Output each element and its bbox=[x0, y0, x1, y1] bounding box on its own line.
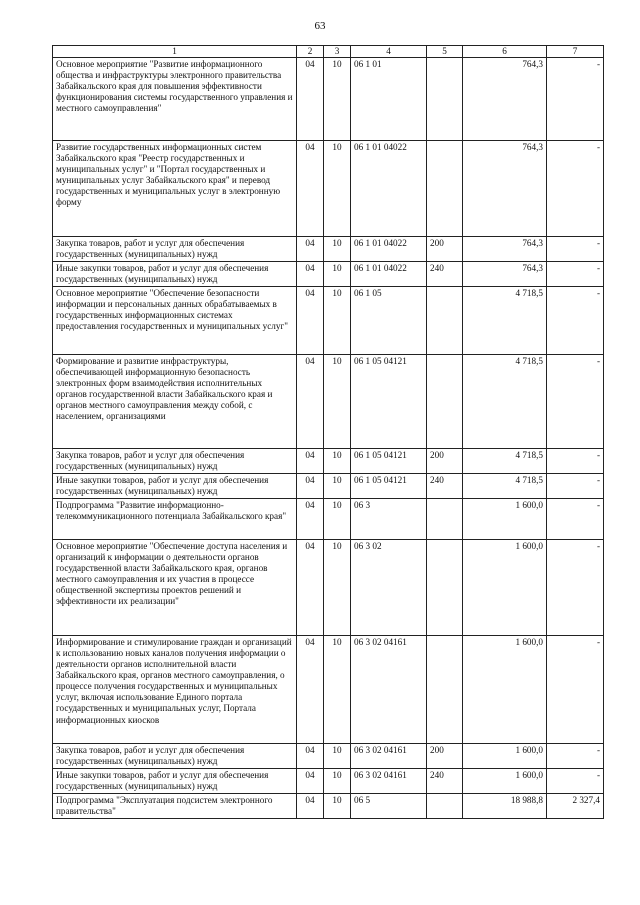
row-amount-cell: 1 600,0 bbox=[463, 636, 547, 744]
col-header-7: 7 bbox=[547, 46, 604, 58]
row-target-code-cell: 06 5 bbox=[351, 794, 427, 819]
row-expense-type-cell bbox=[427, 540, 463, 636]
table-row bbox=[53, 449, 604, 474]
row-amount-extra-cell: - bbox=[547, 262, 604, 287]
row-section-cell: 04 bbox=[297, 449, 324, 474]
row-amount-extra-cell: - bbox=[547, 474, 604, 499]
row-subsection-cell: 10 bbox=[324, 262, 351, 287]
row-amount-extra-cell: - bbox=[547, 499, 604, 540]
row-section-cell: 04 bbox=[297, 499, 324, 540]
row-subsection-cell: 10 bbox=[324, 540, 351, 636]
row-subsection-cell: 10 bbox=[324, 794, 351, 819]
row-target-code-cell: 06 1 05 04121 bbox=[351, 355, 427, 449]
table-body bbox=[53, 58, 604, 819]
row-name-cell: Закупка товаров, работ и услуг для обеспечения государственных (муниципальных) нужд bbox=[53, 237, 297, 262]
table-row bbox=[53, 499, 604, 540]
row-expense-type-cell: 240 bbox=[427, 474, 463, 499]
row-target-code-cell: 06 1 01 bbox=[351, 58, 427, 141]
row-target-code-cell: 06 3 bbox=[351, 499, 427, 540]
row-section-cell: 04 bbox=[297, 58, 324, 141]
row-subsection-cell: 10 bbox=[324, 769, 351, 794]
table-row bbox=[53, 262, 604, 287]
row-subsection-cell: 10 bbox=[324, 636, 351, 744]
row-expense-type-cell bbox=[427, 636, 463, 744]
row-amount-cell: 4 718,5 bbox=[463, 355, 547, 449]
row-section-cell: 04 bbox=[297, 474, 324, 499]
table-row bbox=[53, 287, 604, 355]
row-expense-type-cell bbox=[427, 141, 463, 237]
row-section-cell: 04 bbox=[297, 355, 324, 449]
table-row bbox=[53, 474, 604, 499]
col-header-1: 1 bbox=[53, 46, 297, 58]
row-target-code-cell: 06 1 05 04121 bbox=[351, 449, 427, 474]
row-subsection-cell: 10 bbox=[324, 744, 351, 769]
row-expense-type-cell bbox=[427, 355, 463, 449]
row-expense-type-cell: 200 bbox=[427, 449, 463, 474]
table-row bbox=[53, 237, 604, 262]
row-subsection-cell: 10 bbox=[324, 58, 351, 141]
row-expense-type-cell: 240 bbox=[427, 769, 463, 794]
row-target-code-cell: 06 3 02 bbox=[351, 540, 427, 636]
row-amount-cell: 1 600,0 bbox=[463, 540, 547, 636]
table-row bbox=[53, 58, 604, 141]
row-target-code-cell: 06 1 01 04022 bbox=[351, 262, 427, 287]
row-target-code-cell: 06 3 02 04161 bbox=[351, 769, 427, 794]
table-row bbox=[53, 769, 604, 794]
col-header-3: 3 bbox=[324, 46, 351, 58]
row-amount-extra-cell: 2 327,4 bbox=[547, 794, 604, 819]
row-name-cell: Подпрограмма "Эксплуатация подсистем электронного правительства" bbox=[53, 794, 297, 819]
row-amount-cell: 764,3 bbox=[463, 237, 547, 262]
row-name-cell: Подпрограмма "Развитие информационно-телекоммуникационного потенциала Забайкальского края" bbox=[53, 499, 297, 540]
row-name-cell: Иные закупки товаров, работ и услуг для обеспечения государственных (муниципальных) нужд bbox=[53, 474, 297, 499]
row-amount-cell: 4 718,5 bbox=[463, 449, 547, 474]
table-row bbox=[53, 636, 604, 744]
col-header-4: 4 bbox=[351, 46, 427, 58]
row-amount-cell: 1 600,0 bbox=[463, 769, 547, 794]
row-amount-extra-cell: - bbox=[547, 141, 604, 237]
row-amount-extra-cell: - bbox=[547, 355, 604, 449]
header-row bbox=[53, 46, 604, 58]
row-section-cell: 04 bbox=[297, 287, 324, 355]
table-row bbox=[53, 141, 604, 237]
row-name-cell: Закупка товаров, работ и услуг для обеспечения государственных (муниципальных) нужд bbox=[53, 449, 297, 474]
row-amount-extra-cell: - bbox=[547, 769, 604, 794]
row-section-cell: 04 bbox=[297, 237, 324, 262]
col-header-2: 2 bbox=[297, 46, 324, 58]
row-expense-type-cell: 200 bbox=[427, 237, 463, 262]
row-section-cell: 04 bbox=[297, 262, 324, 287]
table-row bbox=[53, 744, 604, 769]
table-row bbox=[53, 794, 604, 819]
row-subsection-cell: 10 bbox=[324, 355, 351, 449]
row-target-code-cell: 06 1 01 04022 bbox=[351, 141, 427, 237]
row-expense-type-cell bbox=[427, 499, 463, 540]
row-expense-type-cell bbox=[427, 58, 463, 141]
row-section-cell: 04 bbox=[297, 636, 324, 744]
row-target-code-cell: 06 3 02 04161 bbox=[351, 744, 427, 769]
row-subsection-cell: 10 bbox=[324, 237, 351, 262]
row-name-cell: Закупка товаров, работ и услуг для обеспечения государственных (муниципальных) нужд bbox=[53, 744, 297, 769]
row-amount-cell: 1 600,0 bbox=[463, 499, 547, 540]
row-amount-cell: 18 988,8 bbox=[463, 794, 547, 819]
row-target-code-cell: 06 1 01 04022 bbox=[351, 237, 427, 262]
row-name-cell: Основное мероприятие "Обеспечение безопасности информации и персональных данных обрабатываемых в государственных информационных системах предоставления государственных и муниципальных услуг" bbox=[53, 287, 297, 355]
row-target-code-cell: 06 1 05 bbox=[351, 287, 427, 355]
row-name-cell: Информирование и стимулирование граждан и организаций к использованию новых каналов получения информации о деятельности органов исполнительной власти Забайкальского края, органов местного самоуправления, о процессе получения государственных и муниципальных услуг, включая использование Единого портала государственных и муниципальных услуг, Портала информационных киосков bbox=[53, 636, 297, 744]
row-amount-cell: 764,3 bbox=[463, 262, 547, 287]
col-header-5: 5 bbox=[427, 46, 463, 58]
page-number: 63 bbox=[314, 20, 326, 32]
row-amount-extra-cell: - bbox=[547, 237, 604, 262]
row-section-cell: 04 bbox=[297, 744, 324, 769]
row-amount-extra-cell: - bbox=[547, 449, 604, 474]
row-name-cell: Развитие государственных информационных систем Забайкальского края "Реестр государственных и муниципальных услуг" и "Портал государственных и муниципальных услуг Забайкальского края" и перевод государственных и муниципальных услуг в электронную форму bbox=[53, 141, 297, 237]
row-subsection-cell: 10 bbox=[324, 141, 351, 237]
row-amount-cell: 4 718,5 bbox=[463, 287, 547, 355]
row-name-cell: Иные закупки товаров, работ и услуг для обеспечения государственных (муниципальных) нужд bbox=[53, 769, 297, 794]
row-section-cell: 04 bbox=[297, 141, 324, 237]
row-name-cell: Основное мероприятие "Развитие информационного общества и инфраструктуры электронного правительства Забайкальского края для повышения эффективности функционирования системы государственного управления и местного самоуправления" bbox=[53, 58, 297, 141]
row-amount-extra-cell: - bbox=[547, 540, 604, 636]
row-name-cell: Основное мероприятие "Обеспечение доступа населения и организаций к информации о деятельности органов государственной власти Забайкальского края, органов местного самоуправления и их участия в процессе общественной экспертизы проектов решений и эффективности их реализации" bbox=[53, 540, 297, 636]
row-amount-extra-cell: - bbox=[547, 58, 604, 141]
row-expense-type-cell: 200 bbox=[427, 744, 463, 769]
row-amount-cell: 764,3 bbox=[463, 58, 547, 141]
budget-table bbox=[52, 45, 604, 819]
row-target-code-cell: 06 1 05 04121 bbox=[351, 474, 427, 499]
row-target-code-cell: 06 3 02 04161 bbox=[351, 636, 427, 744]
row-expense-type-cell bbox=[427, 287, 463, 355]
row-amount-extra-cell: - bbox=[547, 287, 604, 355]
row-amount-extra-cell: - bbox=[547, 636, 604, 744]
row-subsection-cell: 10 bbox=[324, 499, 351, 540]
row-amount-extra-cell: - bbox=[547, 744, 604, 769]
row-amount-cell: 4 718,5 bbox=[463, 474, 547, 499]
row-name-cell: Иные закупки товаров, работ и услуг для обеспечения государственных (муниципальных) нужд bbox=[53, 262, 297, 287]
row-section-cell: 04 bbox=[297, 794, 324, 819]
row-name-cell: Формирование и развитие инфраструктуры, обеспечивающей информационную безопасность электронных форм взаимодействия исполнительных органов государственной власти Забайкальского края и органов местного самоуправления между собой, с населением, организациями bbox=[53, 355, 297, 449]
table-row bbox=[53, 540, 604, 636]
row-expense-type-cell bbox=[427, 794, 463, 819]
table-row bbox=[53, 355, 604, 449]
row-subsection-cell: 10 bbox=[324, 287, 351, 355]
row-amount-cell: 764,3 bbox=[463, 141, 547, 237]
row-section-cell: 04 bbox=[297, 540, 324, 636]
row-subsection-cell: 10 bbox=[324, 474, 351, 499]
row-section-cell: 04 bbox=[297, 769, 324, 794]
row-amount-cell: 1 600,0 bbox=[463, 744, 547, 769]
col-header-6: 6 bbox=[463, 46, 547, 58]
row-subsection-cell: 10 bbox=[324, 449, 351, 474]
row-expense-type-cell: 240 bbox=[427, 262, 463, 287]
